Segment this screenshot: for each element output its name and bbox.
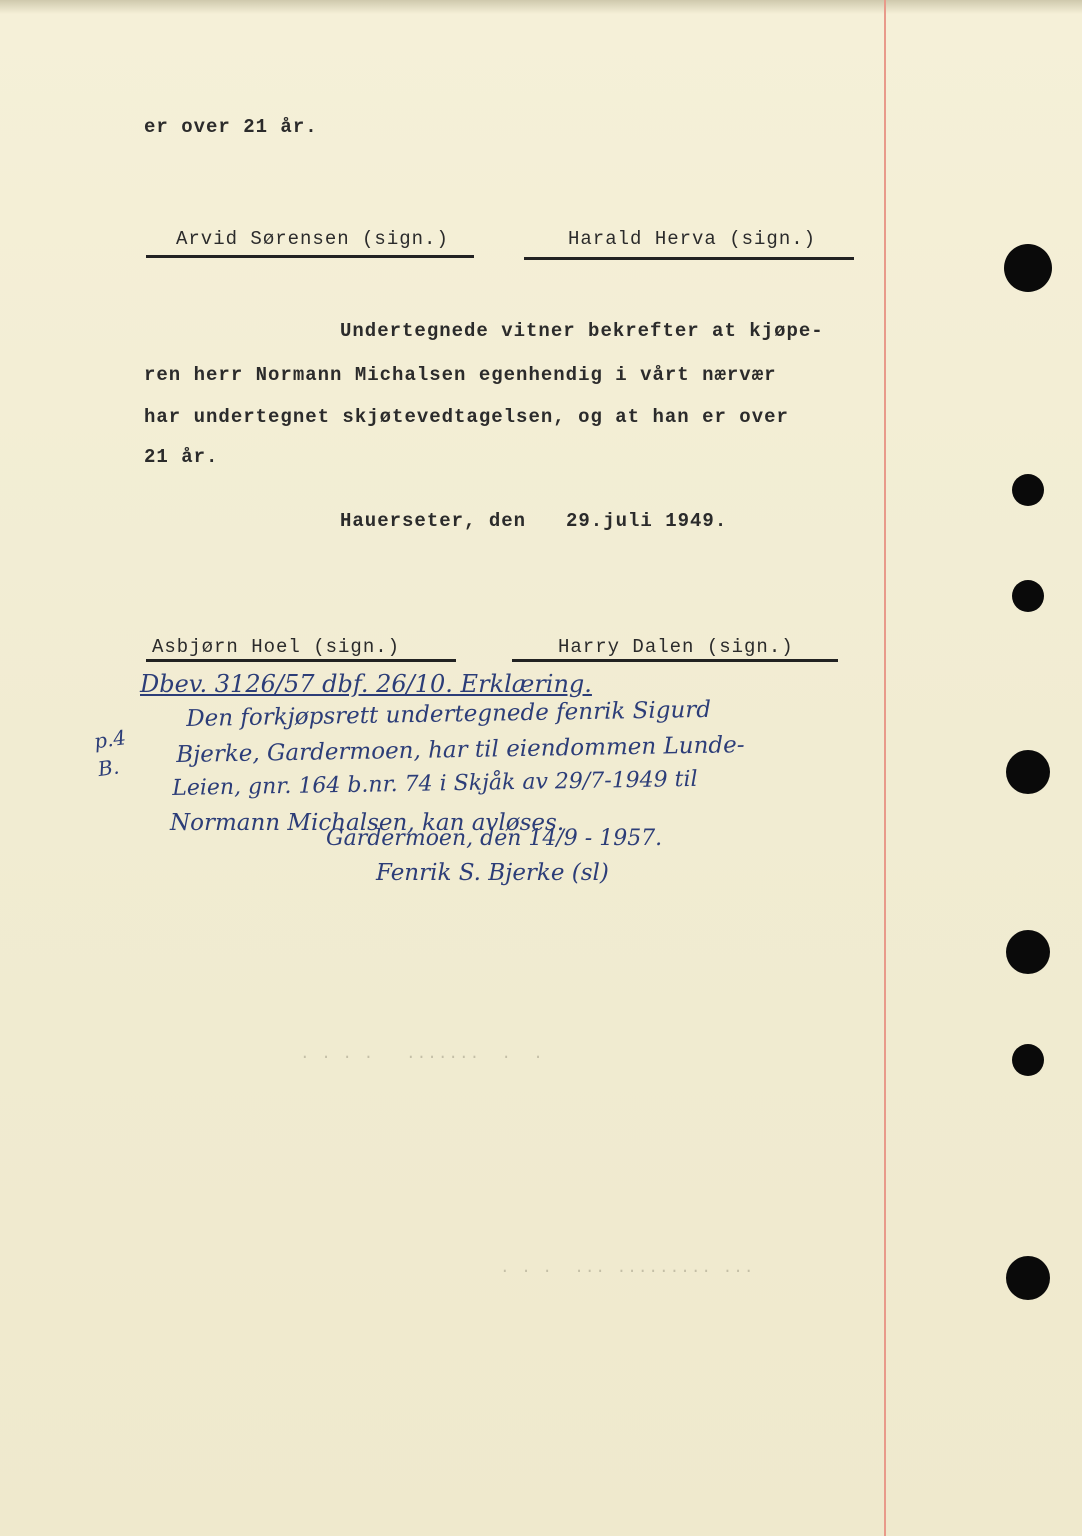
scan-top-edge: [0, 0, 1082, 14]
punch-hole: [1006, 930, 1050, 974]
signature-line: [146, 659, 456, 662]
bleed-through-text: · · · · ······· · ·: [300, 1048, 544, 1066]
handwritten-header: Dbev. 3126/57 dbf. 26/10. Erklæring.: [140, 670, 592, 698]
paragraph-line: har undertegnet skjøtevedtagelsen, og at han er over: [144, 406, 789, 428]
paragraph-line: ren herr Normann Michalsen egenhendig i vårt nærvær: [144, 364, 777, 386]
red-margin-line: [884, 0, 886, 1536]
paragraph-line: Undertegnede vitner bekrefter at kjøpe-: [340, 320, 824, 342]
signature-line: [146, 255, 474, 258]
date: 29.juli 1949.: [566, 510, 728, 532]
punch-hole: [1012, 474, 1044, 506]
paragraph-line: 21 år.: [144, 446, 219, 468]
handwritten-place-date: Gardermoen, den 14/9 - 1957.: [326, 826, 663, 851]
punch-hole: [1006, 1256, 1050, 1300]
typed-line-top: er over 21 år.: [144, 116, 318, 138]
handwritten-signature: Fenrik S. Bjerke (sl): [376, 860, 609, 886]
punch-hole: [1004, 244, 1052, 292]
signature-line: [524, 257, 854, 260]
punch-hole: [1006, 750, 1050, 794]
margin-note: p.4 B.: [92, 725, 128, 782]
handwritten-line: Leien, gnr. 164 b.nr. 74 i Skjåk av 29/7-1949 til: [172, 766, 698, 801]
bleed-through-text: · · · ··· ········· ···: [500, 1262, 755, 1280]
handwritten-line: Normann Michalsen, kan avløses.: [170, 810, 565, 836]
handwritten-line: Den forkjøpsrett undertegnede fenrik Sigurd: [186, 696, 712, 732]
witness-signature-3: Asbjørn Hoel (sign.): [152, 636, 401, 658]
punch-hole: [1012, 1044, 1044, 1076]
place-date: Hauerseter, den: [340, 510, 527, 532]
punch-hole: [1012, 580, 1044, 612]
witness-signature-2: Harald Herva (sign.): [568, 228, 817, 250]
handwritten-line: Bjerke, Gardermoen, har til eiendommen Lunde-: [176, 732, 745, 768]
witness-signature-1: Arvid Sørensen (sign.): [176, 228, 449, 250]
witness-signature-4: Harry Dalen (sign.): [558, 636, 794, 658]
signature-line: [512, 659, 838, 662]
